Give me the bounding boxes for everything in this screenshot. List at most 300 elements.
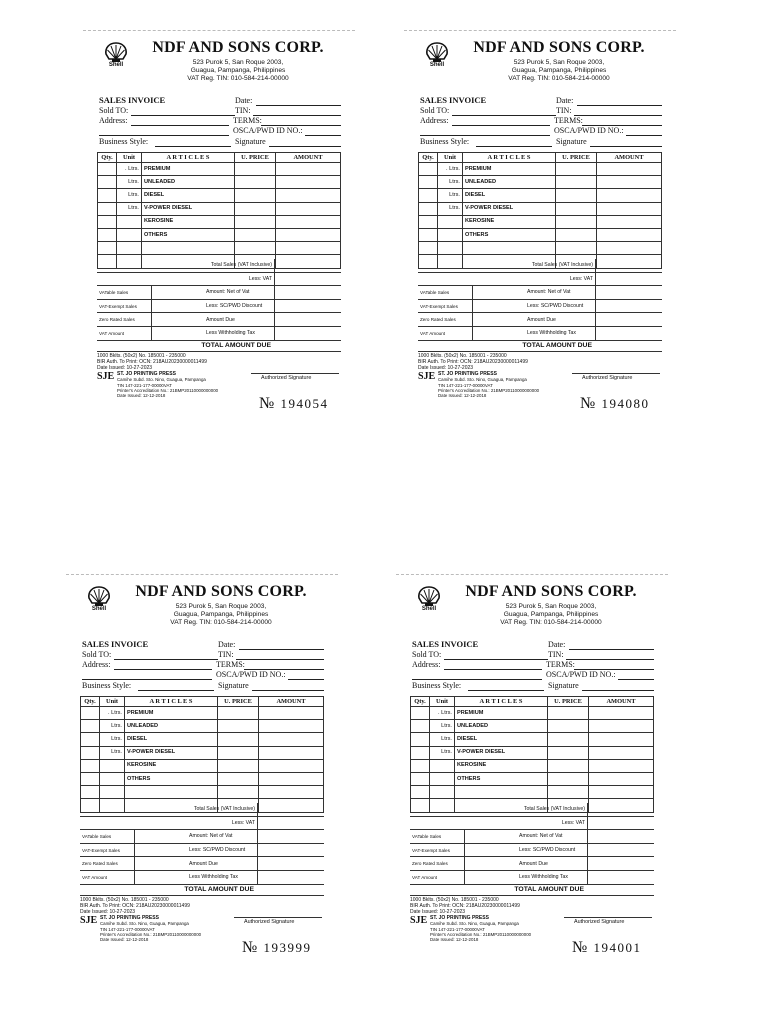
sc-pwd-value[interactable] [588,843,655,857]
qty-cell[interactable] [419,215,438,228]
amount-due-value[interactable] [258,857,325,871]
unit-cell [100,786,125,799]
amount-due-value[interactable] [596,313,663,327]
company-name: NDF AND SONS CORP. [465,583,637,600]
net-of-vat-value[interactable] [588,830,655,844]
table-row [81,733,324,746]
shell-logo-icon [424,41,450,63]
qty-cell[interactable] [411,707,430,720]
unit-price-cell[interactable] [556,242,597,255]
amount-cell[interactable] [597,189,662,202]
booklet-info: 1000 Bklts. (50x2) No. 185001 - 235000 [80,897,169,903]
items-table [418,152,662,269]
summary-row [97,272,341,286]
table-row [411,759,654,772]
unit-cell [438,228,463,241]
serial-number [580,395,650,413]
summary-row [80,830,324,844]
date-label: Date: [548,640,566,649]
date-issued: Date Issued: 10-27-2023 [418,365,474,371]
bir-info: BIR Auth. To Print: OCN: 218AU20230000011499 [97,359,207,365]
printer-tin: TIN 147-221-177-00000VAT [100,926,155,932]
withholding-value[interactable] [588,870,655,884]
less-vat-value[interactable] [275,272,342,286]
withholding-label: Less Withholding Tax [465,870,588,884]
brand-name: Shell [91,606,107,612]
unit-cell: Ltrs. [117,176,142,189]
osca-field[interactable] [618,679,654,680]
vat-reg: VAT Reg. TIN: 010-584-214-00000 [508,75,610,82]
qty-cell[interactable] [81,746,100,759]
amount-cell[interactable] [589,707,654,720]
col-amount: AMOUNT [259,697,324,707]
unit-price-cell[interactable] [218,746,259,759]
signature-field[interactable] [252,690,324,691]
article-cell: KEROSINE [463,215,556,228]
customer-fields [83,93,355,151]
amount-due-value[interactable] [275,313,342,327]
unit-cell: . Ltrs. [100,707,125,720]
summary-table [80,803,324,885]
qty-cell[interactable] [411,733,430,746]
article-cell: PREMIUM [455,707,548,720]
unit-cell: . Ltrs. [430,707,455,720]
article-cell: PREMIUM [142,163,235,176]
items-header-row [419,153,662,163]
company-address [133,59,343,83]
summary-table [97,259,341,341]
unit-price-cell[interactable] [218,759,259,772]
qty-cell[interactable] [81,733,100,746]
less-vat-value[interactable] [588,816,655,830]
qty-cell[interactable] [419,163,438,176]
amount-cell[interactable] [259,786,324,799]
unit-cell: . Ltrs. [438,163,463,176]
address-field[interactable] [131,125,229,126]
unit-price-cell[interactable] [235,228,276,241]
sc-pwd-value[interactable] [275,299,342,313]
company-name: NDF AND SONS CORP. [152,39,324,56]
business-style-label: Business Style: [99,137,149,146]
col-unit-price: U. PRICE [548,697,589,707]
qty-cell[interactable] [411,772,430,785]
total-sales-value[interactable] [596,259,663,272]
signature-field[interactable] [590,146,662,147]
total-sales-label: Total Sales (VAT Inclusive) [97,259,275,272]
col-amount: AMOUNT [276,153,341,163]
printer-accreditation: Printer's Accreditation No.: 21BMP20110000000000 [117,387,219,393]
article-cell: DIESEL [455,733,548,746]
amount-cell[interactable] [259,772,324,785]
qty-cell[interactable] [98,163,117,176]
qty-cell[interactable] [98,215,117,228]
amount-cell[interactable] [276,242,341,255]
unit-price-cell[interactable] [218,720,259,733]
address-label: Address: [420,116,449,125]
article-cell: OTHERS [463,228,556,241]
amount-cell[interactable] [276,176,341,189]
table-row [98,189,341,202]
signature-label: Signature [548,681,579,690]
printer-tin: TIN 147-221-177-00000VAT [430,926,485,932]
qty-cell[interactable] [419,202,438,215]
unit-cell: Ltrs. [100,746,125,759]
amount-cell[interactable] [259,720,324,733]
signature-field[interactable] [269,146,341,147]
vat-exempt-label: VAT-Exempt Sales [410,843,465,857]
printer-info [430,916,531,942]
article-cell: UNLEADED [142,176,235,189]
printer-date: Date Issued: 12-12-2018 [100,937,149,943]
col-unit-price: U. PRICE [235,153,276,163]
address-label: Address: [412,660,441,669]
withholding-value[interactable] [596,326,663,340]
date-field[interactable] [569,649,654,650]
tin-field[interactable] [253,115,341,116]
tin-field[interactable] [236,659,324,660]
net-of-vat-value[interactable] [596,286,663,300]
sc-pwd-label: Less: SC/PWD Discount [152,299,275,313]
unit-price-cell[interactable] [235,189,276,202]
summary-row [410,870,654,884]
amount-due-label: Amount Due [135,857,258,871]
article-cell: V-POWER DIESEL [455,746,548,759]
less-vat-value[interactable] [596,272,663,286]
summary-row [418,313,662,327]
summary-row [80,843,324,857]
unit-cell: Ltrs. [100,720,125,733]
terms-label: TERMS: [216,660,245,669]
unit-price-cell[interactable] [548,733,589,746]
qty-cell[interactable] [419,242,438,255]
tin-label: TIN: [548,650,564,659]
unit-price-cell[interactable] [548,746,589,759]
total-sales-value[interactable] [275,259,342,272]
unit-cell [430,759,455,772]
amount-cell[interactable] [597,202,662,215]
qty-cell[interactable] [98,242,117,255]
unit-cell: Ltrs. [117,202,142,215]
address-field[interactable] [452,125,550,126]
address-line-2: Guagua, Pampanga, Philippines [511,67,607,74]
serial-value: 194054 [280,396,329,411]
sales-invoice [66,574,338,966]
summary-table [418,259,662,341]
amount-due-label: Amount Due [152,313,275,327]
company-address [116,603,326,627]
signature-label: Signature [235,137,266,146]
authorized-signature-line[interactable] [564,917,652,918]
sc-pwd-label: Less: SC/PWD Discount [135,843,258,857]
qty-cell[interactable] [98,228,117,241]
qty-cell[interactable] [98,202,117,215]
total-sales-label: Total Sales (VAT Inclusive) [80,803,258,816]
summary-row [418,326,662,340]
authorized-signature-line[interactable] [234,917,322,918]
vat-amount-label: VAT Amount [418,326,473,340]
serial-value: 194080 [601,396,650,411]
sc-pwd-label: Less: SC/PWD Discount [473,299,596,313]
printer-date: Date Issued: 12-12-2018 [438,393,487,399]
qty-cell[interactable] [411,720,430,733]
table-row [419,215,662,228]
printer-accreditation: Printer's Accreditation No.: 21BMP20110000000000 [100,931,202,937]
article-cell [463,242,556,255]
vatable-label: VATable Sales [80,830,135,844]
unit-price-cell[interactable] [556,215,597,228]
unit-price-cell[interactable] [548,786,589,799]
total-sales-value[interactable] [258,803,325,816]
qty-cell[interactable] [419,228,438,241]
serial-number [572,939,642,957]
signature-label: Signature [556,137,587,146]
brand-name: Shell [421,606,437,612]
amount-cell[interactable] [589,720,654,733]
vat-exempt-label: VAT-Exempt Sales [418,299,473,313]
date-field[interactable] [239,649,324,650]
tin-field[interactable] [574,115,662,116]
table-row [98,202,341,215]
business-style-field[interactable] [476,146,552,147]
shell-logo-icon [103,41,129,63]
amount-cell[interactable] [597,215,662,228]
amount-cell[interactable] [276,202,341,215]
printer-info [438,372,539,398]
unit-price-cell[interactable] [556,202,597,215]
qty-cell[interactable] [81,772,100,785]
booklet-info: 1000 Bklts. (50x2) No. 185001 - 235000 [97,353,186,359]
sold-to-field[interactable] [452,115,556,116]
unit-price-cell[interactable] [235,202,276,215]
address-line-2: Guagua, Pampanga, Philippines [190,67,286,74]
date-label: Date: [556,96,574,105]
unit-cell [100,772,125,785]
unit-price-cell[interactable] [235,215,276,228]
printer-address: Camihe Subd. Sto. Nino, Guagua, Pampanga [438,377,527,383]
printer-logo: SJE [410,915,428,926]
amount-cell[interactable] [589,786,654,799]
qty-cell[interactable] [81,759,100,772]
unit-cell [100,759,125,772]
osca-label: OSCA/PWD ID NO.: [233,126,303,135]
date-label: Date: [218,640,236,649]
qty-cell[interactable] [98,189,117,202]
shell-logo [86,585,112,612]
total-sales-label: Total Sales (VAT Inclusive) [418,259,596,272]
unit-cell [430,772,455,785]
unit-price-cell[interactable] [218,772,259,785]
summary-row [97,326,341,340]
bir-info: BIR Auth. To Print: OCN: 218AU20230000011499 [80,903,190,909]
items-table [410,696,654,813]
qty-cell[interactable] [81,720,100,733]
osca-field[interactable] [626,135,662,136]
amount-cell[interactable] [276,189,341,202]
zero-rated-label: Zero Rated Sales [418,313,473,327]
amount-cell[interactable] [259,733,324,746]
less-vat-value[interactable] [258,816,325,830]
printer-address: Camihe Subd. Sto. Nino, Guagua, Pampanga [430,921,519,927]
unit-price-cell[interactable] [548,772,589,785]
summary-row [97,299,341,313]
amount-cell[interactable] [276,215,341,228]
col-articles: A R T I C L E S [142,153,235,163]
osca-field[interactable] [288,679,324,680]
table-row [411,786,654,799]
table-row [411,746,654,759]
article-cell: PREMIUM [463,163,556,176]
date-field[interactable] [256,105,341,106]
unit-price-cell[interactable] [548,720,589,733]
amount-cell[interactable] [589,746,654,759]
unit-price-cell[interactable] [235,163,276,176]
shell-logo [424,41,450,68]
unit-price-cell[interactable] [235,176,276,189]
address-field[interactable] [114,669,212,670]
table-row [419,228,662,241]
unit-cell: Ltrs. [430,720,455,733]
amount-due-label: Amount Due [465,857,588,871]
amount-cell[interactable] [259,759,324,772]
amount-cell[interactable] [259,746,324,759]
customer-fields [404,93,676,151]
invoice-header [83,31,355,93]
sc-pwd-label: Less: SC/PWD Discount [465,843,588,857]
brand-name: Shell [108,62,124,68]
unit-cell: Ltrs. [438,189,463,202]
sold-to-field[interactable] [444,659,548,660]
osca-field[interactable] [305,135,341,136]
printer-name: ST. JO PRINTING PRESS [117,371,176,377]
unit-cell: Ltrs. [438,176,463,189]
invoice-header [404,31,676,93]
article-cell: V-POWER DIESEL [142,202,235,215]
withholding-value[interactable] [258,870,325,884]
serial-number [259,395,329,413]
sold-to-label: Sold TO: [420,106,450,115]
unit-price-cell[interactable] [556,163,597,176]
total-due-label: TOTAL AMOUNT DUE [522,342,592,349]
table-row [411,733,654,746]
qty-cell[interactable] [81,786,100,799]
table-row [81,786,324,799]
address-field-2[interactable] [412,679,542,680]
article-cell: KEROSINE [455,759,548,772]
withholding-value[interactable] [275,326,342,340]
shell-logo [103,41,129,68]
net-of-vat-value[interactable] [275,286,342,300]
authorized-signature-line[interactable] [251,373,339,374]
address-field-2[interactable] [420,135,550,136]
address-line-2: Guagua, Pampanga, Philippines [503,611,599,618]
total-due-label: TOTAL AMOUNT DUE [514,886,584,893]
qty-cell[interactable] [411,746,430,759]
unit-price-cell[interactable] [218,707,259,720]
authorized-signature-line[interactable] [572,373,660,374]
serial-number [242,939,312,957]
qty-cell[interactable] [411,759,430,772]
amount-cell[interactable] [259,707,324,720]
address-field-2[interactable] [99,135,229,136]
unit-price-cell[interactable] [235,242,276,255]
unit-price-cell[interactable] [556,228,597,241]
unit-price-cell[interactable] [556,189,597,202]
vatable-label: VATable Sales [410,830,465,844]
vat-amount-label: VAT Amount [410,870,465,884]
table-row [419,242,662,255]
sales-invoice [396,574,668,966]
business-style-field[interactable] [155,146,231,147]
total-amount-due [410,884,654,896]
signature-label: Signature [218,681,249,690]
vat-reg: VAT Reg. TIN: 010-584-214-00000 [187,75,289,82]
total-sales-value[interactable] [588,803,655,816]
summary-row [418,286,662,300]
article-cell: DIESEL [125,733,218,746]
unit-cell: Ltrs. [438,202,463,215]
date-issued: Date Issued: 10-27-2023 [410,909,466,915]
tin-field[interactable] [566,659,654,660]
print-info [418,353,668,371]
business-style-field[interactable] [138,690,214,691]
company-address [446,603,656,627]
amount-cell[interactable] [597,228,662,241]
net-of-vat-value[interactable] [258,830,325,844]
unit-price-cell[interactable] [218,786,259,799]
printer-name: ST. JO PRINTING PRESS [100,915,159,921]
qty-cell[interactable] [81,707,100,720]
sc-pwd-value[interactable] [258,843,325,857]
address-field[interactable] [444,669,542,670]
amount-due-value[interactable] [588,857,655,871]
unit-price-cell[interactable] [218,733,259,746]
amount-cell[interactable] [597,163,662,176]
amount-cell[interactable] [589,772,654,785]
amount-cell[interactable] [589,733,654,746]
unit-price-cell[interactable] [548,759,589,772]
signature-field[interactable] [582,690,654,691]
sold-to-field[interactable] [131,115,235,116]
unit-price-cell[interactable] [548,707,589,720]
unit-price-cell[interactable] [556,176,597,189]
article-cell [125,786,218,799]
amount-cell[interactable] [589,759,654,772]
col-articles: A R T I C L E S [463,153,556,163]
sold-to-field[interactable] [114,659,218,660]
amount-cell[interactable] [597,242,662,255]
summary-row [97,259,341,272]
summary-row [410,830,654,844]
article-cell [142,242,235,255]
amount-cell[interactable] [597,176,662,189]
qty-cell[interactable] [419,176,438,189]
date-field[interactable] [577,105,662,106]
address-field-2[interactable] [82,679,212,680]
table-row [98,228,341,241]
table-row [419,176,662,189]
business-style-field[interactable] [468,690,544,691]
unit-cell: . Ltrs. [117,163,142,176]
amount-cell[interactable] [276,228,341,241]
number-sign: № [580,395,597,412]
sc-pwd-value[interactable] [596,299,663,313]
amount-cell[interactable] [276,163,341,176]
qty-cell[interactable] [98,176,117,189]
total-amount-due [80,884,324,896]
qty-cell[interactable] [411,786,430,799]
sales-invoice [404,30,676,422]
qty-cell[interactable] [419,189,438,202]
